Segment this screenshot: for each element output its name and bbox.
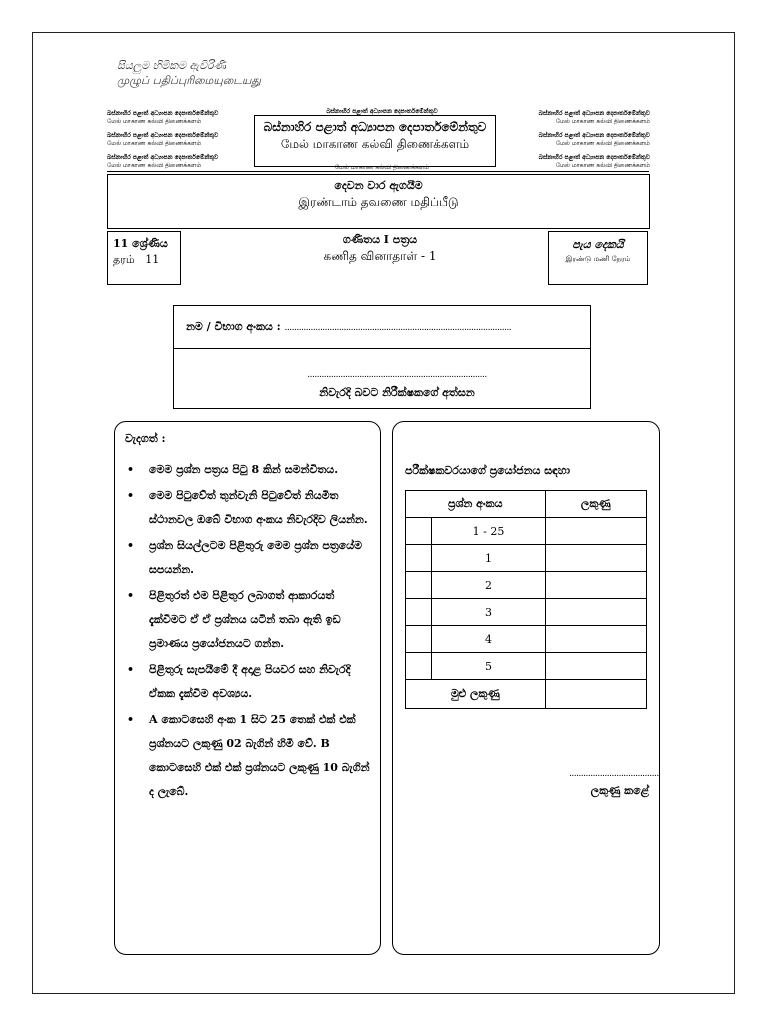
question-number-header: ප්‍රශ්න අංකය (406, 491, 546, 518)
candidate-box-divider (174, 348, 590, 349)
bullet-icon: • (127, 589, 135, 602)
marks-cell[interactable] (545, 626, 646, 653)
instruction-item (125, 708, 370, 804)
bullet-icon: • (127, 713, 135, 726)
instruction-text: පිළිතුරු සැපයීමේ දී අදාළ පියවර සහ නිවැරදි ඒකක දැක්වීම අවශ්‍යය. (149, 663, 351, 700)
time-box (548, 231, 648, 285)
header-right-tamil-2: மேல் மாகாண கல்வி திணைக்களம் (555, 140, 650, 147)
instruction-item (125, 534, 370, 582)
marks-cell[interactable] (545, 599, 646, 626)
instruction-text: මෙම ප්‍රශ්න පත්‍රය පිටු 8 කින් සමන්විතය. (149, 463, 339, 476)
examiner-panel (392, 421, 660, 955)
header-left-tamil-3: மேல் மாகாண கல்வி திணைக்களம் (107, 162, 202, 169)
table-row (406, 572, 647, 599)
time-tamil: இரண்டு மணி நேரம் (565, 255, 631, 263)
header-right-sinhala-1: බස්නාහිර පළාත් අධ්‍යාපන දෙපාර්තමේන්තුව (538, 110, 650, 117)
name-index-field[interactable]: ................................................................................................ (284, 323, 512, 333)
instruction-item (125, 658, 370, 706)
name-index-row[interactable] (186, 320, 511, 334)
header-center-top: බස්නාහිර පළාත් අධ්‍යාපන දෙපාර්තමේන්තුව (326, 108, 438, 115)
table-row (406, 626, 647, 653)
candidate-box (173, 305, 591, 409)
marks-header: ලකුණු (545, 491, 646, 518)
question-number-cell: 5 (432, 653, 545, 680)
row-stub (406, 653, 432, 680)
subject-sinhala: ගණිතය I පත්‍රය (342, 233, 418, 246)
total-row (406, 680, 647, 709)
question-number-cell: 1 - 25 (432, 518, 545, 545)
department-sinhala: බස්නාහිර පළාත් අධ්‍යාපන දෙපාර්තමේන්තුව (263, 120, 487, 134)
subject-tamil: கணித வினாதாள் - 1 (323, 249, 437, 263)
marks-cell[interactable] (545, 545, 646, 572)
grade-tamil: தரம் 11 (113, 253, 160, 266)
copyright-tamil: முழுப் பதிப்புரிமையுடையது (117, 74, 261, 87)
instructions-list (125, 458, 370, 804)
marks-cell[interactable] (545, 518, 646, 545)
time-sinhala: පැය දෙකයි (572, 238, 624, 251)
marks-table (405, 490, 647, 709)
question-number-cell: 4 (432, 626, 545, 653)
instruction-text: පිළිතුරත් එම පිළිතුර ලබාගත් ආකාරයත් දැක්වීමට ඒ ඒ ප්‍රශ්නය යටින් තබා ඇති ඉඩ ප්‍රමාණය ප්‍රයෝජනයට ගන්න. (149, 589, 341, 650)
instructions-panel (114, 421, 381, 955)
marks-cell[interactable] (545, 572, 646, 599)
copyright-sinhala: සියලුම හිමිකම ඇවිරිණි (117, 59, 226, 72)
header-left-sinhala-3: බස්නාහිර පළාත් අධ්‍යාපන දෙපාර්තමේන්තුව (107, 154, 219, 161)
instruction-item (125, 484, 370, 532)
table-row (406, 545, 647, 572)
bullet-icon: • (127, 539, 135, 552)
copyright-notice (117, 58, 261, 88)
row-stub (406, 572, 432, 599)
header-center-bottom: மேல் மாகாண கல்வி திணைக்களம் (334, 164, 430, 171)
question-number-cell: 2 (432, 572, 545, 599)
instruction-text: මෙම පිටුවේත් තුන්වැනි පිටුවේත් නියමිත ස්ථානවල ඔබේ විභාග අංකය නිවැරදිව ලියන්න. (149, 489, 368, 526)
instruction-text: A කොටසෙහි අංක 1 සිට 25 තෙක් එක් එක් ප්‍රශ්නයට ලකුණු 02 බැගින් හිමි වේ. B කොටසෙහි එක් එක් ප්‍රශ්නයට ලකුණු 10 බැගින් ද ලැබේ. (149, 713, 370, 798)
grade-sinhala: 11 ශ්‍රේණිය (113, 237, 168, 250)
question-number-cell: 1 (432, 545, 545, 572)
header-left-sinhala-2: බස්නාහිර පළාත් අධ්‍යාපන දෙපාර්තමේන්තුව (107, 132, 219, 139)
bullet-icon: • (127, 489, 135, 502)
total-marks-cell[interactable] (545, 680, 646, 709)
department-tamil: மேல் மாகாண கல்வி திணைக்களம் (280, 137, 470, 151)
row-stub (406, 545, 432, 572)
invigilator-signature-line[interactable]: ............................................................................ (307, 370, 487, 380)
row-stub (406, 599, 432, 626)
bullet-icon: • (127, 463, 135, 476)
table-row (406, 653, 647, 680)
term-sinhala: දෙවන වාර ඇගයීම (334, 179, 423, 192)
marker-signature-line[interactable]: ...................................... (569, 769, 659, 779)
header-left-tamil-2: மேல் மாகாண கல்வி திணைக்களம் (107, 140, 202, 147)
header-left (107, 110, 257, 170)
table-header-row (406, 491, 647, 518)
total-label: මුළු ලකුණු (406, 680, 546, 709)
grade-box (107, 231, 181, 285)
table-row (406, 599, 647, 626)
term-box (107, 174, 650, 229)
row-stub (406, 518, 432, 545)
invigilator-signature-label: නිවැරදි බවට නිරීක්ෂකගේ අත්සන (319, 386, 475, 399)
header-right-tamil-3: மேல் மாகாண கல்வி திணைக்களம் (555, 162, 650, 169)
subject-title (240, 233, 520, 265)
header-right-sinhala-2: බස්නාහිර පළාත් අධ්‍යාපන දෙපාර්තමේන්තුව (538, 132, 650, 139)
term-tamil: இரண்டாம் தவணை மதிப்பீடு (298, 195, 459, 209)
header-right (513, 110, 650, 170)
instruction-item (125, 458, 370, 482)
header-left-sinhala-1: බස්නාහිර පළාත් අධ්‍යාපන දෙපාර්තමේන්තුව (107, 110, 219, 117)
instructions-title: වැදගත් : (125, 432, 166, 445)
header-left-tamil-1: மேல் மாகாண கல்வி திணைக்களம் (107, 118, 202, 125)
department-box (254, 115, 496, 167)
examiner-title: පරීක්ෂකවරයාගේ ප්‍රයෝජනය සඳහා (405, 464, 571, 477)
question-number-cell: 3 (432, 599, 545, 626)
marker-label: ලකුණු කළේ (590, 784, 649, 797)
instruction-item (125, 584, 370, 656)
name-index-label: නම / විභාග අංකය : (186, 320, 285, 333)
bullet-icon: • (127, 663, 135, 676)
marks-cell[interactable] (545, 653, 646, 680)
header-divider (107, 171, 649, 172)
header-right-tamil-1: மேல் மாகாண கல்வி திணைக்களம் (555, 118, 650, 125)
header-right-sinhala-3: බස්නාහිර පළාත් අධ්‍යාපන දෙපාර්තමේන්තුව (538, 154, 650, 161)
row-stub (406, 626, 432, 653)
table-row (406, 518, 647, 545)
instruction-text: ප්‍රශ්න සියල්ලටම පිළිතුරු මෙම ප්‍රශ්න පත්‍රයේම සපයන්න. (149, 539, 363, 576)
